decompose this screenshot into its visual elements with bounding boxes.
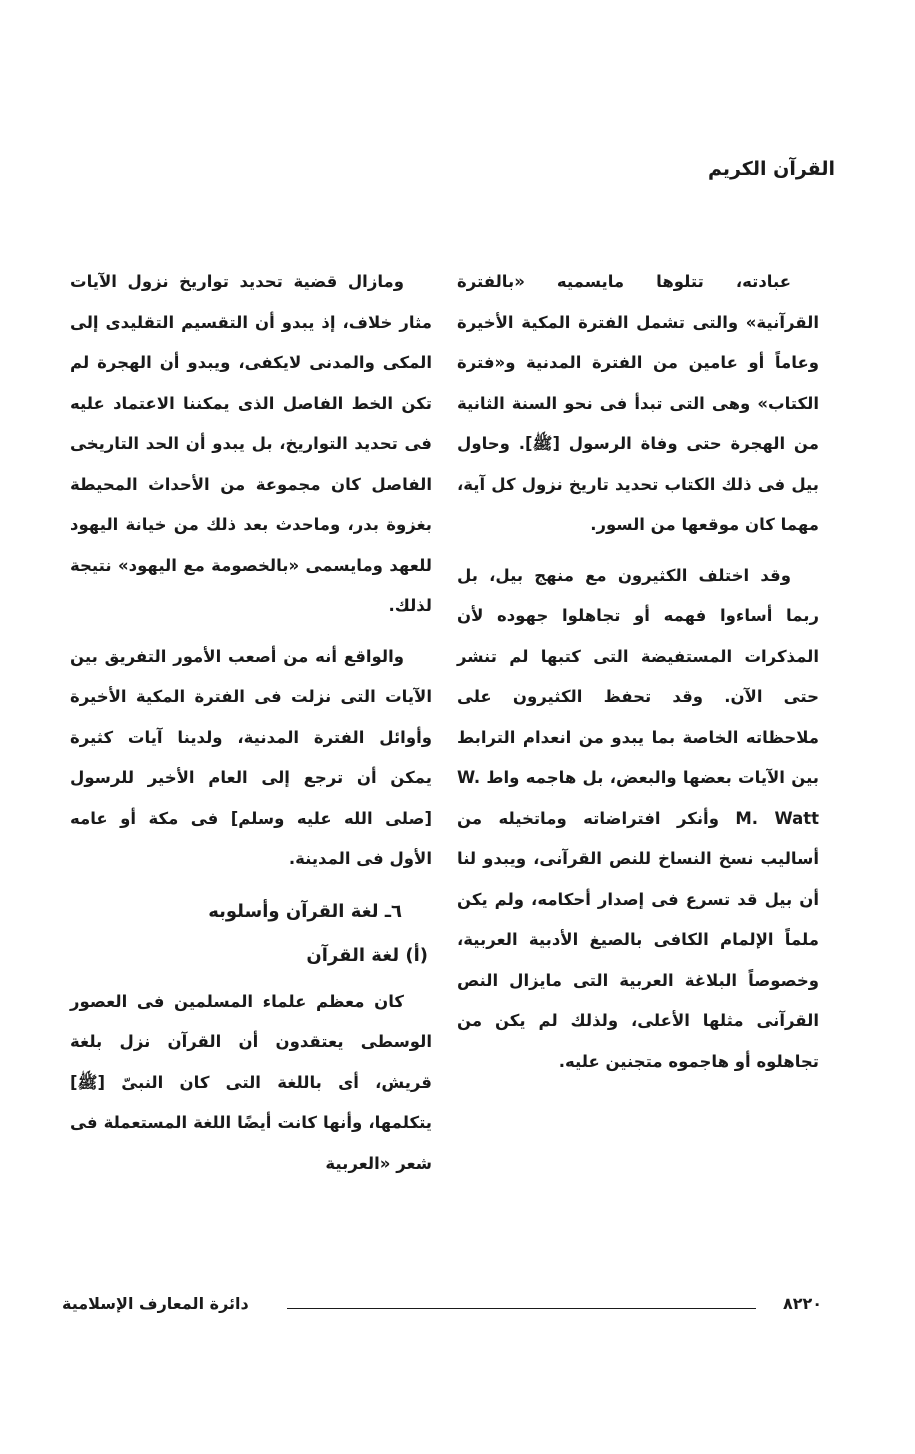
paragraph: عبادته، تتلوها مايسميه «بالفترة القرآنية» والتى تشمل الفترة المكية الأخيرة وعاماً أو عامين من الفترة المدنية و«فترة الكتاب» وهى التى تبدأ فى نحو السنة الثانية من الهجرة حتى وفاة الرسول [ﷺ]. وحاول بيل فى ذلك الكتاب تحديد تاريخ نزول كل آية، مهما كان موقعها من السور. <box>457 272 819 534</box>
left-column <box>70 262 432 1194</box>
paragraph: ومازال قضية تحديد تواريخ نزول الآيات مثار خلاف، إذ يبدو أن التقسيم التقليدى إلى المكى والمدنى لايكفى، ويبدو أن الهجرة لم تكن الخط الفاصل الذى يمكننا الاعتماد عليه فى تحديد التواريخ، بل يبدو أن الحد التاريخى الفاصل كان مجموعة من الأحداث المحيطة بغزوة بدر، وماحدث بعد ذلك من خيانة اليهود للعهد ومايسمى «بالخصومة مع اليهود» نتيجة لذلك. <box>70 272 432 615</box>
paragraph: والواقع أنه من أصعب الأمور التفريق بين الآيات التى نزلت فى الفترة المكية الأخيرة وأوائل الفترة المدنية، ولدينا آيات كثيرة يمكن أن ترجع إلى العام الأخير للرسول [صلى الله عليه وسلم] فى مكة أو عامه الأول فى المدينة. <box>70 646 432 868</box>
paragraph: وقد اختلف الكثيرون مع منهج بيل، بل ربما أساءوا فهمه أو تجاهلوا جهوده لأن المذكرات المستفيضة التى كتبها لم تنشر حتى الآن. وقد تحفظ الكثيرون على ملاحظاته الخاصة بما يبدو من انعدام الترابط بين الآيات بعضها والبعض، بل هاجمه واط W. M. Watt وأنكر افتراضاته وماتخيله من أساليب نسخ النساخ للنص القرآنى، ويبدو لنا أن بيل قد تسرع فى إصدار أحكامه، ولم يكن ملماً الإلمام الكافى بالصيغ الأدبية العربية، وخصوصاً البلاغة العربية التى مايزال النص القرآنى مثلها الأعلى، ولذلك لم يكن من تجاهلوه أو هاجموه متجنين عليه. <box>457 565 819 1071</box>
page-header-title: القرآن الكريم <box>707 158 835 180</box>
right-column <box>457 262 819 1092</box>
subsection-heading: (أ) لغة القرآن <box>306 944 428 966</box>
paragraph: كان معظم علماء المسلمين فى العصور الوسطى يعتقدون أن القرآن نزل بلغة قريش، أى باللغة التى كان النبىّ [ﷺ] يتكلمها، وأنها كانت أيضًا اللغة المستعملة فى شعر «العربية <box>70 991 432 1173</box>
footer-journal-title: دائرة المعارف الإسلامية <box>62 1294 249 1313</box>
page-footer <box>62 1294 822 1322</box>
section-heading: ٦ـ لغة القرآن وأسلوبه <box>208 900 402 922</box>
page-number: ٨٢٢٠ <box>782 1294 822 1313</box>
footer-rule <box>287 1308 756 1309</box>
